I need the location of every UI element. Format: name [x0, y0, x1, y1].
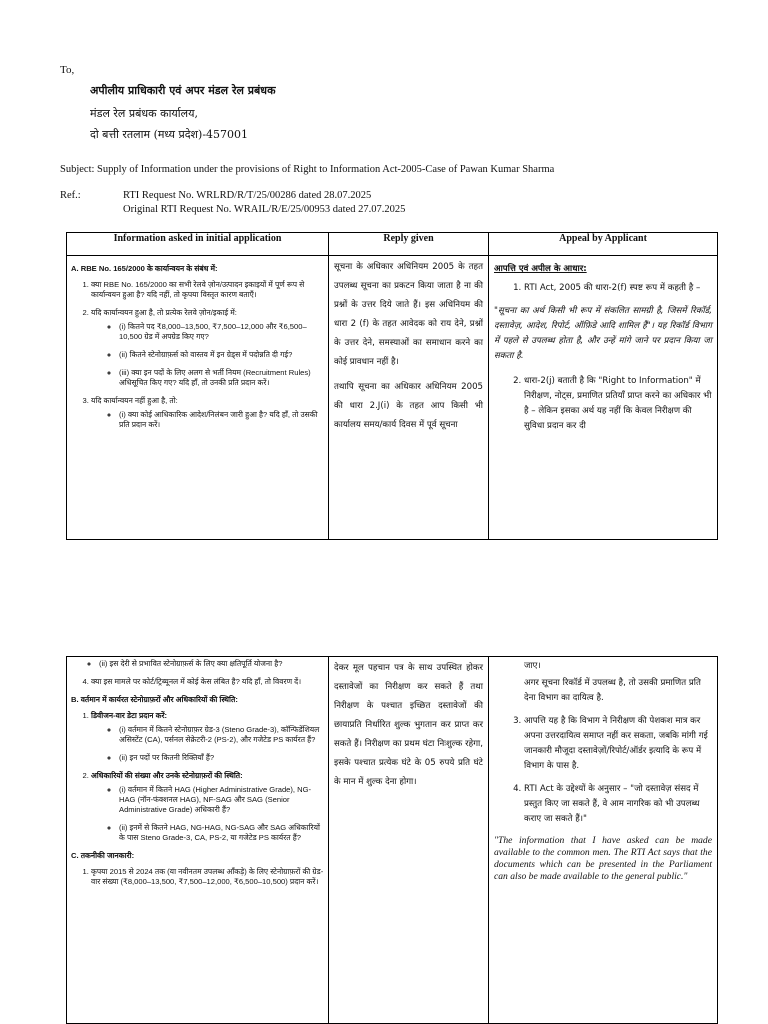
reply-paragraph-1: सूचना के अधिकार अधिनियम 2005 के तहत उपलब्ध सूचना का प्रकटन किया जाता है ना की प्रश्नों के उत्तर दिये जाते हैं। इस अधिनियम की धारा 2 (f) के तहत आवेदक को राय देने, प्रश्नों के उत्तर देने, समस्याओं का समाधान करने का कोई प्रावधान नहीं है।	[334, 262, 483, 367]
appeal-cell	[489, 256, 718, 540]
rti-appeal-table-page2	[66, 656, 718, 1024]
appeal-point-2: 2. धारा-2(j) बताती है कि "Right to Information" में निरीक्षण, नोट्स, प्रमाणित प्रतियाँ प्राप्त करने का अधिकार भी है – लेकिन इसका अर्थ यह नहीं कि केवल निरीक्षण की सुविधा प्रदान कर दी	[524, 374, 712, 434]
reply-given-cell-continued	[329, 657, 489, 1024]
recipient-address: दो बत्ती रतलाम (मध्य प्रदेश)-457001	[90, 128, 249, 141]
question-b2	[91, 771, 324, 843]
header-appeal-by-applicant: Appeal by Applicant	[489, 233, 718, 256]
section-b-heading: B. वर्तमान में कार्यरत स्टेनोग्राफ़रों और अधिकारियों की स्थिति:	[71, 695, 238, 704]
reply-paragraph-2: तथापि सूचना का अधिकार अधिनियम 2005 की धारा 2.J(i) के तहत आप किसी भी कार्यालय समय/कार्य दिवस में पूर्व सूचना	[334, 382, 483, 430]
question-b1-ii: ◦ (ii) इन पदों पर कितनी रिक्तियाँ हैं?	[119, 753, 324, 763]
salutation: To,	[60, 64, 75, 76]
question-b2-text: अधिकारियों की संख्या और उनके स्टेनोग्राफ़रों की स्थिति:	[91, 771, 243, 780]
question-4: 4. क्या इस मामले पर कोर्ट/ट्रिब्यूनल में कोई केस लंबित है? यदि हाँ, तो विवरण दें।	[91, 677, 324, 687]
appeal-point-2-note: अगर सूचना रिकॉर्ड में उपलब्ध है, तो उसकी प्रमाणित प्रति देना विभाग का दायित्व है.	[524, 678, 701, 703]
section-a-heading: A. RBE No. 165/2000 के कार्यान्वयन के संबंध में:	[71, 264, 218, 273]
ref-original-rti-request: Original RTI Request No. WRAIL/R/E/25/00953 dated 27.07.2025	[123, 204, 406, 215]
question-2-iii: ◦ (iii) क्या इन पदों के लिए अलग से भर्ती नियम (Recruitment Rules) अधिसूचित किए गए? यदि हाँ, तो उनकी प्रति प्रदान करें।	[119, 368, 324, 388]
ref-rti-request: RTI Request No. WRLRD/R/T/25/00286 dated 28.07.2025	[123, 190, 372, 201]
question-b2-i: ◦ (i) वर्तमान में कितने HAG (Higher Administrative Grade), NG-HAG (नॉन-फंक्शनल HAG), NF-SAG और SAG (Senior Administrative Grade) अधिकारी हैं?	[119, 785, 324, 815]
appeal-cell-continued	[489, 657, 718, 1024]
recipient-designation: अपीलीय प्राधिकारी एवं अपर मंडल रेल प्रबंधक	[90, 84, 276, 97]
question-c1: 1. कृपया 2015 से 2024 तक (या नवीनतम उपलब्ध आँकड़े) के लिए स्टेनोग्राफ़रों की ग्रेड-वार संख्या (₹8,000–13,500, ₹7,500–12,000, ₹6,500–10,500) प्रदान करें।	[91, 867, 324, 887]
section-c-heading: C. तकनीकी जानकारी:	[71, 851, 135, 860]
rti-appeal-table-page1	[66, 232, 718, 540]
information-asked-cell	[67, 256, 329, 540]
question-b1-i: ◦ (i) वर्तमान में कितने स्टेनोग्राफ़र ग्रेड-3 (Steno Grade-3), कॉन्फिडेंशियल असिस्टेंट (CA), पर्सनल सेक्रेटरी-2 (PS-2), और गजेटेड PS कार्यरत हैं?	[119, 725, 324, 745]
header-information-asked: Information asked in initial application	[67, 233, 329, 256]
header-reply-given: Reply given	[329, 233, 489, 256]
question-b1	[91, 711, 324, 763]
appeal-grounds-heading: आपत्ति एवं अपील के आधार:	[494, 264, 587, 274]
question-3-text: यदि कार्यान्वयन नहीं हुआ है, तो:	[91, 396, 178, 405]
appeal-point-2-end: जाए।	[524, 661, 541, 671]
question-2-ii: ◦ (ii) कितने स्टेनोग्राफ़र्स को वास्तव में इन ग्रेड्स में पदोन्नति दी गई?	[119, 350, 324, 360]
recipient-office: मंडल रेल प्रबंधक कार्यालय,	[90, 107, 198, 120]
appeal-point-3: 3. आपत्ति यह है कि विभाग ने निरीक्षण की पेशकश मात्र कर अपना उत्तरदायित्व समाप्त नहीं कर सकता, जबकि मांगी गई जानकारी मौजूदा दस्तावेज़ों/रिपोर्ट/ऑर्डर इत्यादि के रूप में विभाग के पास है.	[524, 714, 712, 774]
reply-paragraph-3: देकर मूल पहचान पत्र के साथ उपस्थित होकर दस्तावेजों का निरीक्षण कर सकते हैं तथा निरीक्षण के पश्चात इच्छित दस्तावेजों की छायाप्रति निर्धारित शुल्क भुगतान कर प्राप्त कर सकते हैं। निरीक्षण का प्रथम घंटा निःशुल्क रहेगा, इसके पश्चात प्रत्येक घंटे के 05 रुपये प्रति घंटे के मान में शुल्क देना होगा।	[334, 663, 483, 787]
question-b2-ii: ◦ (ii) इनमें से कितने HAG, NG-HAG, NG-SAG और SAG अधिकारियों के पास Steno Grade-3, CA, PS-2, या गजेटेड PS कार्यरत हैं?	[119, 823, 324, 843]
reply-given-cell	[329, 256, 489, 540]
question-2-i: ◦ (i) कितने पद ₹8,000–13,500, ₹7,500–12,000 और ₹6,500–10,500 ग्रेड में अपग्रेड किए गए?	[119, 322, 324, 342]
question-3	[91, 396, 324, 430]
question-3-i: ◦ (i) क्या कोई आधिकारिक आदेश/निलंबन जारी हुआ है? यदि हाँ, तो उसकी प्रति प्रदान करें।	[119, 410, 324, 430]
appeal-english-quote: "The information that I have asked can be made available to the common men. The RTI Act says that the documents which can be presented in the Parliament can also be made available to the general public."	[494, 835, 712, 882]
question-2-text: यदि कार्यान्वयन हुआ है, तो प्रत्येक रेलवे ज़ोन/इकाई में:	[91, 308, 237, 317]
appeal-point-4: 4. RTI Act के उद्देश्यों के अनुसार – "जो दस्तावेज़ संसद में प्रस्तुत किए जा सकते हैं, वे आम नागरिक को भी उपलब्ध कराए जा सकते हैं।"	[524, 782, 712, 827]
appeal-point-1: 1. RTI Act, 2005 की धारा-2(f) स्पष्ट रूप में कहती है –	[524, 281, 712, 296]
question-1: 1. क्या RBE No. 165/2000 का सभी रेलवे ज़ोन/उत्पादन इकाइयों में पूर्ण रूप से कार्यान्वयन हुआ है? यदि नहीं, तो कृपया विस्तृत कारण बताएँ।	[91, 280, 324, 300]
question-2	[91, 308, 324, 388]
appeal-definition-quote: "सूचना का अर्थ किसी भी रूप में संकलित सामग्री है, जिसमें रिकॉर्ड, दस्तावेज़, आदेश, रिपोर्ट, ऑफ़िडे आदि शामिल हैं"। यह रिकॉर्ड विभाग में पहले से उपलब्ध होता है, और उन्हें मांगे जाने पर प्रदान किया जा सकता है.	[494, 306, 712, 361]
question-3-ii: ◦ (ii) इस देरी से प्रभावित स्टेनोग्राफ़र्स के लिए क्या क्षतिपूर्ति योजना है?	[99, 659, 324, 669]
question-b1-text: डिवीजन-वार डेटा प्रदान करें:	[91, 711, 168, 720]
information-asked-cell-continued	[67, 657, 329, 1024]
ref-label: Ref.:	[60, 190, 81, 201]
subject-line: Subject: Supply of Information under the provisions of Right to Information Act-2005-Case of Pawan Kumar Sharma	[60, 164, 555, 175]
